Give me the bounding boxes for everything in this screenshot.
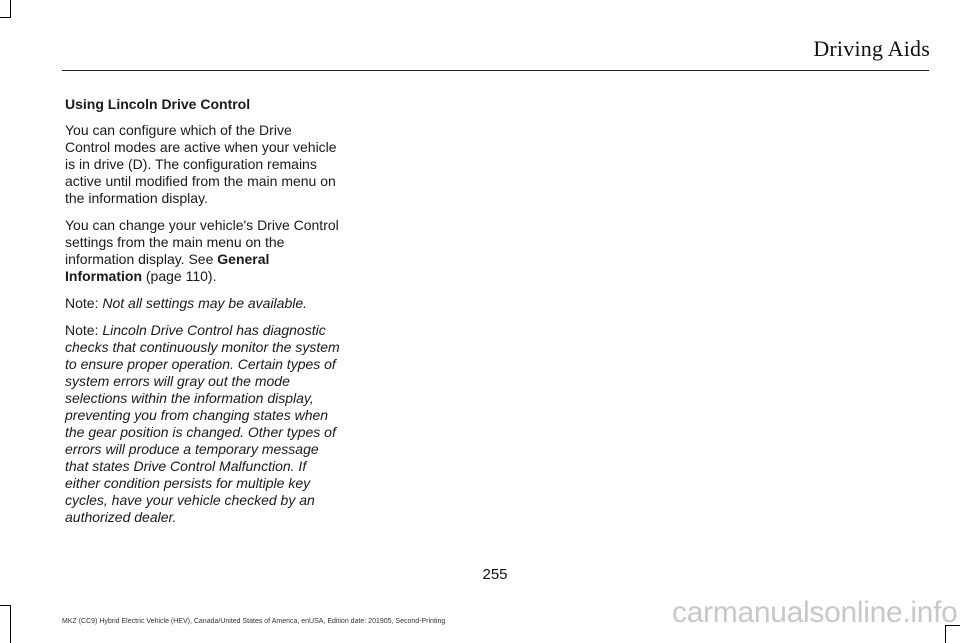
watermark: carmanualsonline.info: [672, 596, 958, 629]
note-text: Lincoln Drive Control has diagnostic checks that continuously monitor the system to ensure proper operation. Certain types of system errors will gray out the mode selections within the information display, preventing you from changing states when the gear position is changed. Other types of errors will produce a temporary message that states Drive Control Malfunction. If either condition persists for multiple key cycles, have your vehicle checked by an authorized dealer.: [65, 322, 340, 525]
footer-edition-info: MKZ (CC9) Hybrid Electric Vehicle (HEV), Canada/United States of America, enUSA, Edition date: 201905, Second-Printing: [62, 618, 446, 625]
page-reference: (page 110).: [142, 268, 217, 284]
crop-mark-bottom-left-v: [10, 605, 11, 643]
cross-reference-link[interactable]: General Information: [65, 251, 270, 284]
paragraph-change-settings: [65, 217, 340, 285]
page-number: 255: [482, 566, 508, 583]
note-label: Note:: [65, 295, 99, 311]
header-rule: [62, 70, 929, 71]
note-diagnostics: [65, 322, 340, 526]
note-availability: [65, 295, 340, 312]
paragraph-change-settings-text: You can change your vehicle's Drive Control settings from the main menu on the information display. See: [65, 217, 339, 267]
crop-mark-top-left-h: [0, 17, 11, 18]
page-header-title: Driving Aids: [813, 36, 930, 61]
note-text: Not all settings may be available.: [98, 295, 308, 311]
note-label: Note:: [65, 322, 99, 338]
paragraph-configure: You can configure which of the Drive Control modes are active when your vehicle is in drive (D). The configuration remains active until modified from the main menu on the information display.: [65, 122, 337, 206]
section-heading: Using Lincoln Drive Control: [65, 96, 251, 112]
main-content: [65, 96, 340, 536]
crop-mark-bottom-left-h: [0, 605, 11, 606]
crop-mark-top-left-v: [10, 0, 11, 18]
